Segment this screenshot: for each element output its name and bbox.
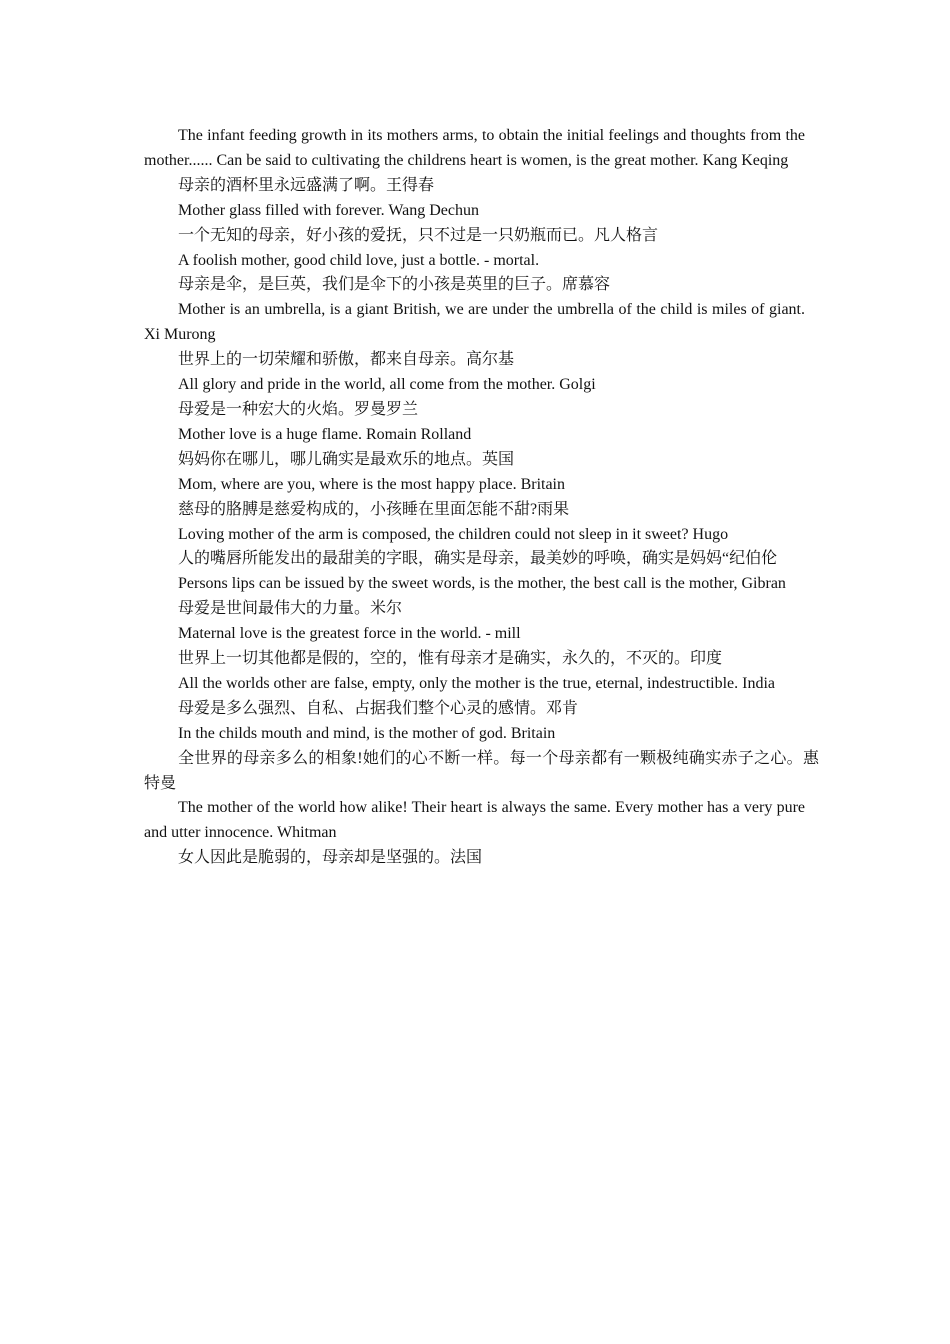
paragraph: 世界上一切其他都是假的，空的，惟有母亲才是确实，永久的，不灭的。印度 (178, 650, 723, 668)
paragraph: 母爱是世间最伟大的力量。米尔 (178, 600, 403, 618)
paragraph: Maternal love is the greatest force in the world. - mill (178, 625, 521, 643)
document-page (144, 124, 819, 871)
paragraph: Mother love is a huge flame. Romain Rolland (178, 425, 472, 443)
paragraph: In the childs mouth and mind, is the mother of god. Britain (178, 724, 556, 742)
paragraph: 全世界的母亲多么的相象!她们的心不断一样。每一个母亲都有一颗极纯确实赤子之心。惠特曼 (144, 749, 819, 792)
paragraph: Mother is an umbrella, is a giant British, we are under the umbrella of the child is miles of giant. Xi Murong (144, 301, 805, 344)
paragraph: All glory and pride in the world, all come from the mother. Golgi (178, 376, 596, 394)
paragraph: Loving mother of the arm is composed, the children could not sleep in it sweet? Hugo (178, 525, 729, 543)
paragraph: 人的嘴唇所能发出的最甜美的字眼，确实是母亲，最美妙的呼唤，确实是妈妈“纪伯伦 (178, 550, 778, 568)
paragraph: Persons lips can be issued by the sweet words, is the mother, the best call is the mother, Gibran (178, 575, 786, 593)
paragraph: The mother of the world how alike! Their heart is always the same. Every mother has a very pure and utter innocence. Whitman (144, 799, 805, 842)
paragraph: Mom, where are you, where is the most happy place. Britain (178, 475, 565, 493)
paragraph: The infant feeding growth in its mothers arms, to obtain the initial feelings and thoughts from the mother...... Can be said to cultivating the childrens heart is women, is the great mother. Kang Keqing (144, 127, 805, 169)
paragraph: 世界上的一切荣耀和骄傲，都来自母亲。高尔基 (178, 351, 515, 369)
paragraph: Mother glass filled with forever. Wang Dechun (178, 201, 480, 219)
paragraph: 母爱是一种宏大的火焰。罗曼罗兰 (178, 400, 419, 418)
paragraph: 母亲是伞，是巨英，我们是伞下的小孩是英里的巨子。席慕容 (178, 276, 611, 294)
paragraph: 一个无知的母亲，好小孩的爱抚，只不过是一只奶瓶而已。凡人格言 (178, 226, 659, 244)
paragraph: 母爱是多么强烈、自私、占据我们整个心灵的感情。邓肯 (178, 699, 579, 717)
paragraph: 妈妈你在哪儿，哪儿确实是最欢乐的地点。英国 (178, 450, 515, 468)
paragraph: 慈母的胳膊是慈爱构成的，小孩睡在里面怎能不甜?雨果 (178, 500, 570, 518)
paragraph: All the worlds other are false, empty, only the mother is the true, eternal, indestructible. India (178, 674, 775, 692)
paragraph: 母亲的酒杯里永远盛满了啊。王得春 (178, 176, 435, 194)
paragraph: 女人因此是脆弱的，母亲却是坚强的。法国 (178, 849, 483, 867)
paragraph: A foolish mother, good child love, just a bottle. - mortal. (178, 251, 540, 269)
